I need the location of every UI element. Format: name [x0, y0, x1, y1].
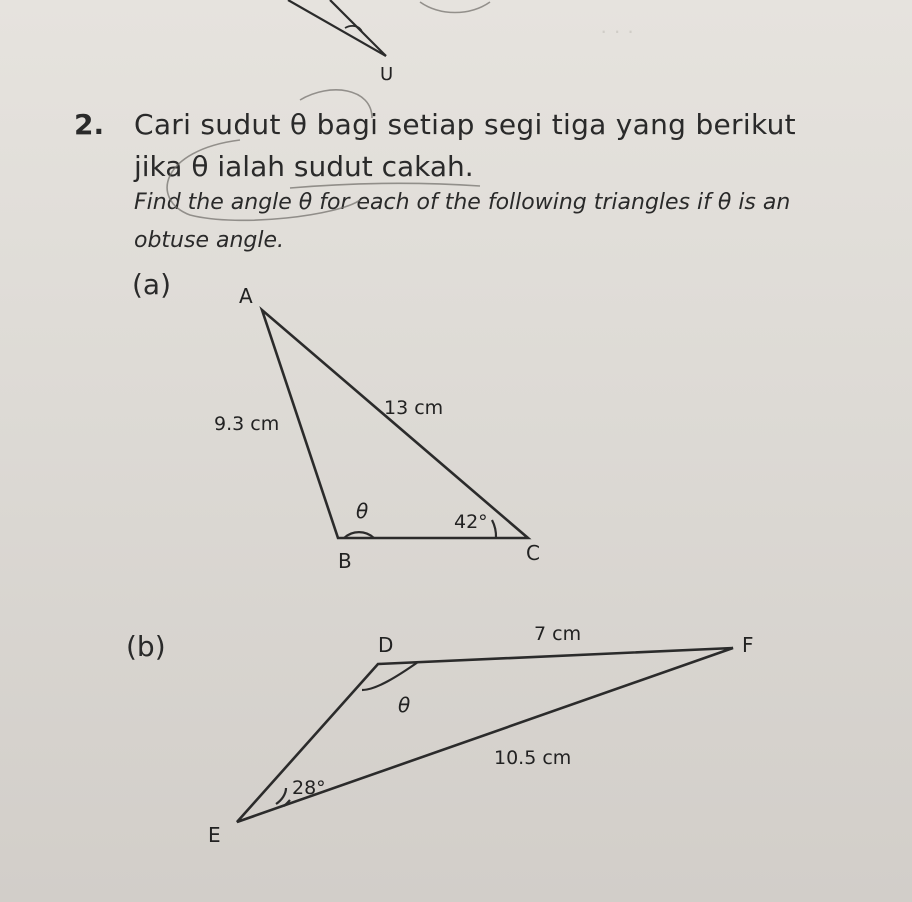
vertex-b-label: B [338, 549, 352, 573]
vertex-a-label: A [239, 284, 253, 308]
previous-question-fragment [288, 0, 393, 85]
vertex-u-label: U [380, 64, 394, 85]
vertex-f-label: F [742, 633, 754, 657]
angle-e-arc [276, 788, 286, 804]
question-english-line-1: Find the angle θ for each of the following triangles if θ is an [134, 190, 791, 215]
side-ac-label: 13 cm [384, 397, 444, 419]
vertex-c-label: C [526, 541, 540, 565]
angle-c-label: 42° [454, 511, 488, 533]
question-number: 2. [74, 108, 105, 141]
side-ef-label: 10.5 cm [494, 747, 572, 769]
triangle-b [208, 623, 754, 847]
question-english-line-2: obtuse angle. [134, 228, 285, 253]
part-b-label: (b) [126, 630, 166, 663]
pencil-scribbles [167, 2, 490, 220]
side-df-label: 7 cm [534, 623, 582, 645]
angle-d-arc [362, 662, 418, 690]
angle-e-label: 28° [292, 777, 326, 799]
side-ab-label: 9.3 cm [214, 413, 280, 435]
part-a-label: (a) [132, 268, 172, 301]
angle-d-theta-label: θ [398, 693, 411, 717]
show-through-text: · · · [600, 18, 635, 43]
vertex-e-label: E [208, 823, 221, 847]
question-malay-line-2: jika θ ialah sudut cakah. [134, 150, 474, 183]
triangle-a-shape [262, 310, 528, 538]
angle-c-arc [492, 520, 496, 538]
triangle-a [214, 284, 540, 573]
question-malay-line-1: Cari sudut θ bagi setiap segi tiga yang berikut [134, 108, 796, 141]
vertex-d-label: D [378, 633, 394, 657]
angle-b-theta-label: θ [356, 499, 369, 523]
